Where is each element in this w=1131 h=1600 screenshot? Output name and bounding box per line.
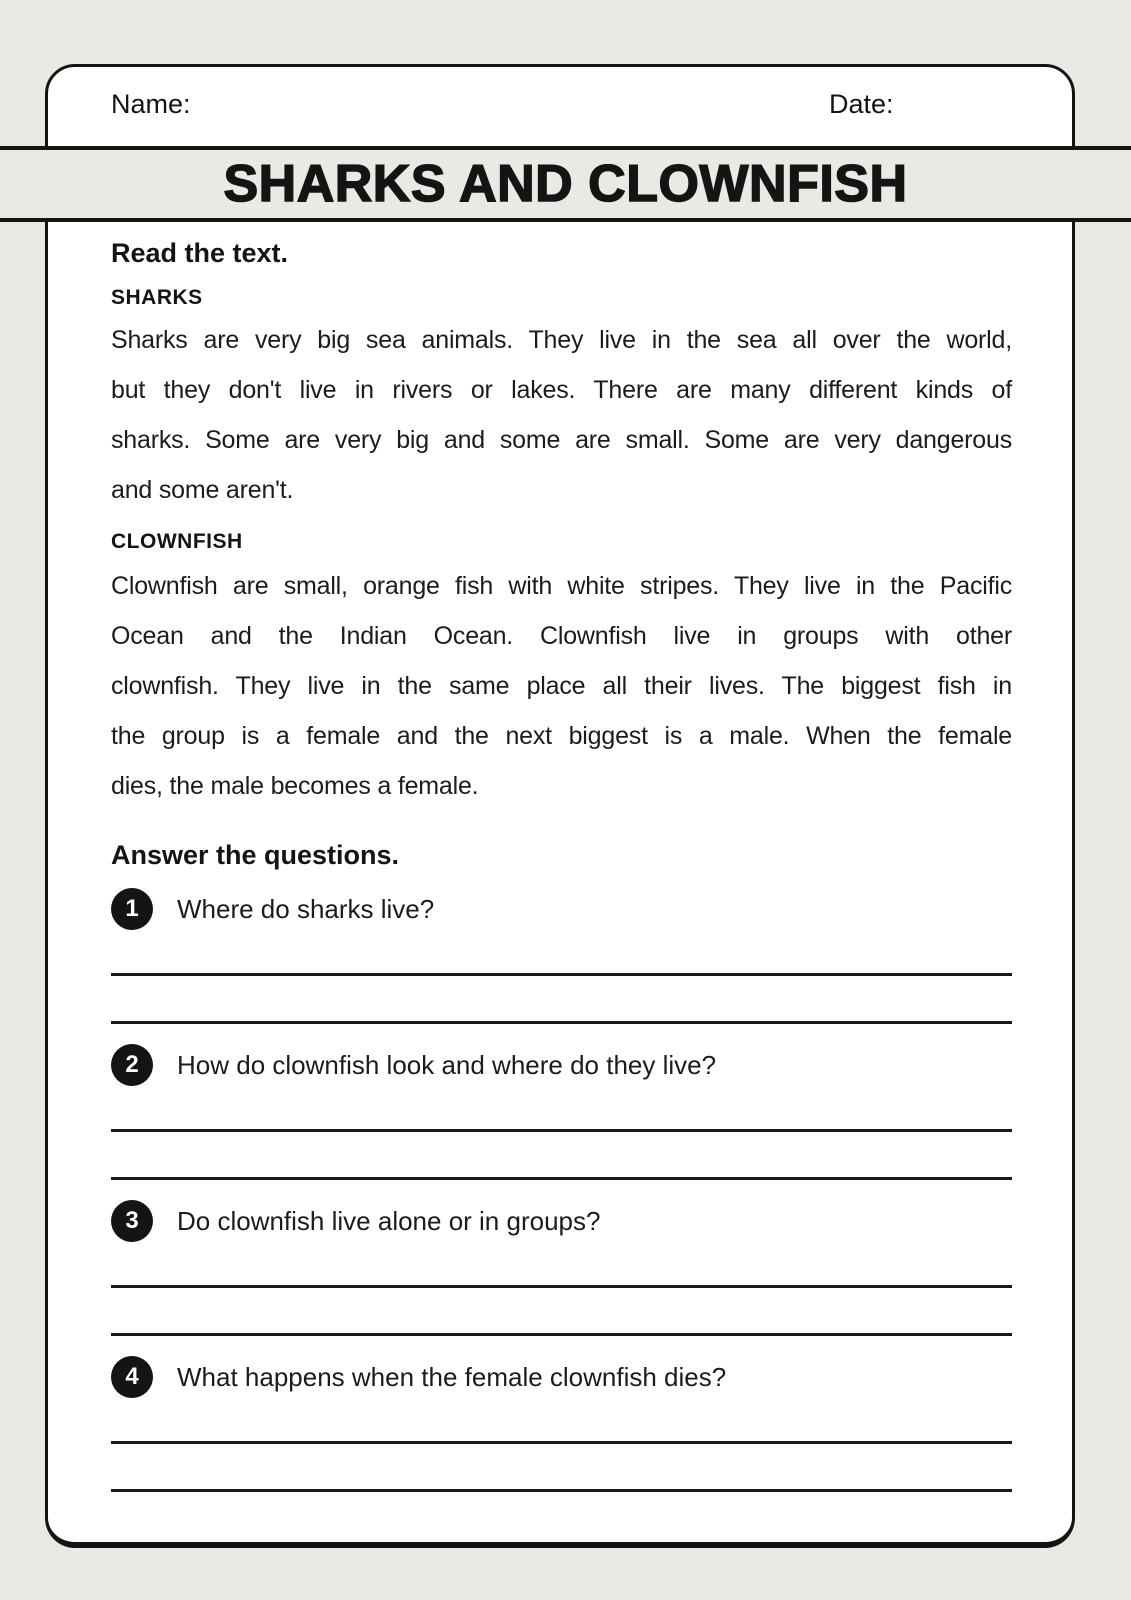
title-banner (0, 146, 1131, 222)
question-text: How do clownfish look and where do they live? (177, 1049, 717, 1080)
answer-line[interactable] (111, 1489, 1012, 1492)
question-number-badge: 4 (111, 1356, 153, 1398)
question-block-2 (111, 1044, 1012, 1180)
passage-line: the group is a female and the next biggest is a male. When the female (111, 722, 1012, 750)
answer-line[interactable] (111, 1333, 1012, 1336)
passage-line: dies, the male becomes a female. (111, 772, 479, 800)
question-text: Do clownfish live alone or in groups? (177, 1205, 601, 1236)
passage-clownfish (111, 561, 1012, 811)
answer-line[interactable] (111, 1021, 1012, 1024)
name-label: Name: (111, 89, 191, 119)
answer-line[interactable] (111, 1129, 1012, 1132)
passage-heading-sharks: SHARKS (111, 286, 203, 309)
answer-line[interactable] (111, 1177, 1012, 1180)
passage-line: clownfish. They live in the same place all their lives. The biggest fish in (111, 672, 1012, 700)
question-block-3 (111, 1200, 1012, 1336)
passage-line: and some aren't. (111, 476, 294, 504)
date-label: Date: (829, 89, 894, 119)
passage-line: Clownfish are small, orange fish with white stripes. They live in the Pacific (111, 572, 1012, 600)
passage-line: Sharks are very big sea animals. They live in the sea all over the world, (111, 326, 1012, 354)
name-date-box (45, 64, 1075, 156)
worksheet-title: SHARKS AND CLOWNFISH (223, 155, 908, 213)
worksheet-sheet (45, 218, 1075, 1548)
passage-line: Ocean and the Indian Ocean. Clownfish live in groups with other (111, 622, 1012, 650)
read-instruction: Read the text. (111, 238, 289, 268)
question-number-badge: 2 (111, 1044, 153, 1086)
passage-heading-clownfish: CLOWNFISH (111, 530, 243, 553)
question-text: What happens when the female clownfish dies? (177, 1361, 727, 1392)
answer-instruction: Answer the questions. (111, 840, 400, 870)
passage-sharks (111, 315, 1012, 515)
question-block-1 (111, 888, 1012, 1024)
answer-line[interactable] (111, 1285, 1012, 1288)
questions-list (111, 888, 1012, 1492)
answer-line[interactable] (111, 1441, 1012, 1444)
answer-line[interactable] (111, 973, 1012, 976)
question-block-4 (111, 1356, 1012, 1492)
passage-line: but they don't live in rivers or lakes. There are many different kinds of (111, 376, 1012, 404)
question-text: Where do sharks live? (177, 893, 435, 924)
question-number-badge: 1 (111, 888, 153, 930)
passage-line: sharks. Some are very big and some are small. Some are very dangerous (111, 426, 1012, 454)
question-number-badge: 3 (111, 1200, 153, 1242)
